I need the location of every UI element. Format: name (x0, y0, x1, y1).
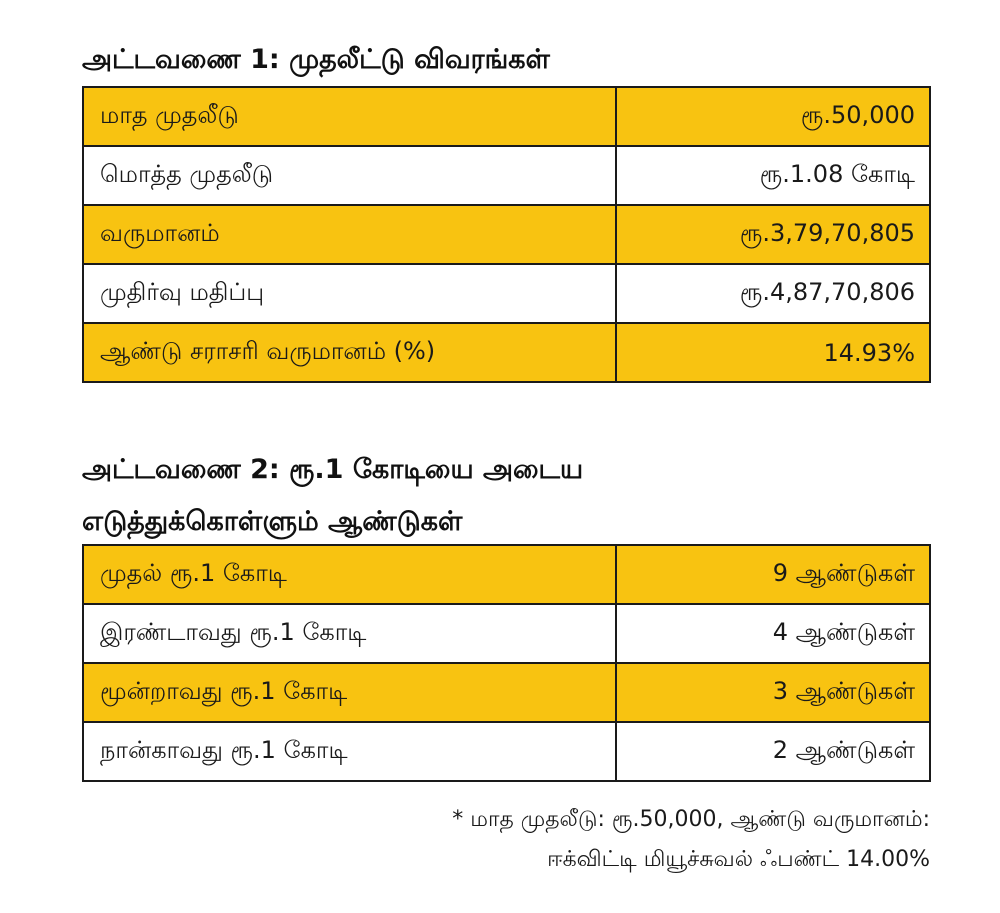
row-label: மூன்றாவது ரூ.1 கோடி (83, 663, 616, 722)
row-value: 9 ஆண்டுகள் (616, 545, 930, 604)
years-to-crore-table (82, 544, 931, 782)
row-value: 14.93% (616, 323, 930, 382)
table-row (83, 663, 930, 722)
row-value: ரூ.3,79,70,805 (616, 205, 930, 264)
table-row (83, 146, 930, 205)
table-row (83, 323, 930, 382)
table-row (83, 264, 930, 323)
table2-title-line1: அட்டவணை 2: ரூ.1 கோடியை அடைய (82, 454, 584, 485)
table-row (83, 722, 930, 781)
row-value: 4 ஆண்டுகள் (616, 604, 930, 663)
table-row (83, 205, 930, 264)
row-value: 2 ஆண்டுகள் (616, 722, 930, 781)
row-label: முதல் ரூ.1 கோடி (83, 545, 616, 604)
table-row (83, 545, 930, 604)
investment-details-table (82, 86, 931, 383)
row-label: மாத முதலீடு (83, 87, 616, 146)
table-row (83, 604, 930, 663)
row-label: மொத்த முதலீடு (83, 146, 616, 205)
row-value: ரூ.1.08 கோடி (616, 146, 930, 205)
row-label: இரண்டாவது ரூ.1 கோடி (83, 604, 616, 663)
table2-title-line2: எடுத்துக்கொள்ளும் ஆண்டுகள் (82, 506, 463, 537)
row-label: ஆண்டு சராசரி வருமானம் (%) (83, 323, 616, 382)
row-value: ரூ.50,000 (616, 87, 930, 146)
row-label: முதிர்வு மதிப்பு (83, 264, 616, 323)
table-row (83, 87, 930, 146)
footnote-line1: * மாத முதலீடு: ரூ.50,000, ஆண்டு வருமானம்: (452, 807, 930, 832)
row-label: வருமானம் (83, 205, 616, 264)
footnote-line2: ஈக்விட்டி மியூச்சுவல் ஃபண்ட் 14.00% (547, 847, 930, 872)
row-label: நான்காவது ரூ.1 கோடி (83, 722, 616, 781)
row-value: 3 ஆண்டுகள் (616, 663, 930, 722)
row-value: ரூ.4,87,70,806 (616, 264, 930, 323)
table1-title: அட்டவணை 1: முதலீட்டு விவரங்கள் (82, 44, 550, 75)
